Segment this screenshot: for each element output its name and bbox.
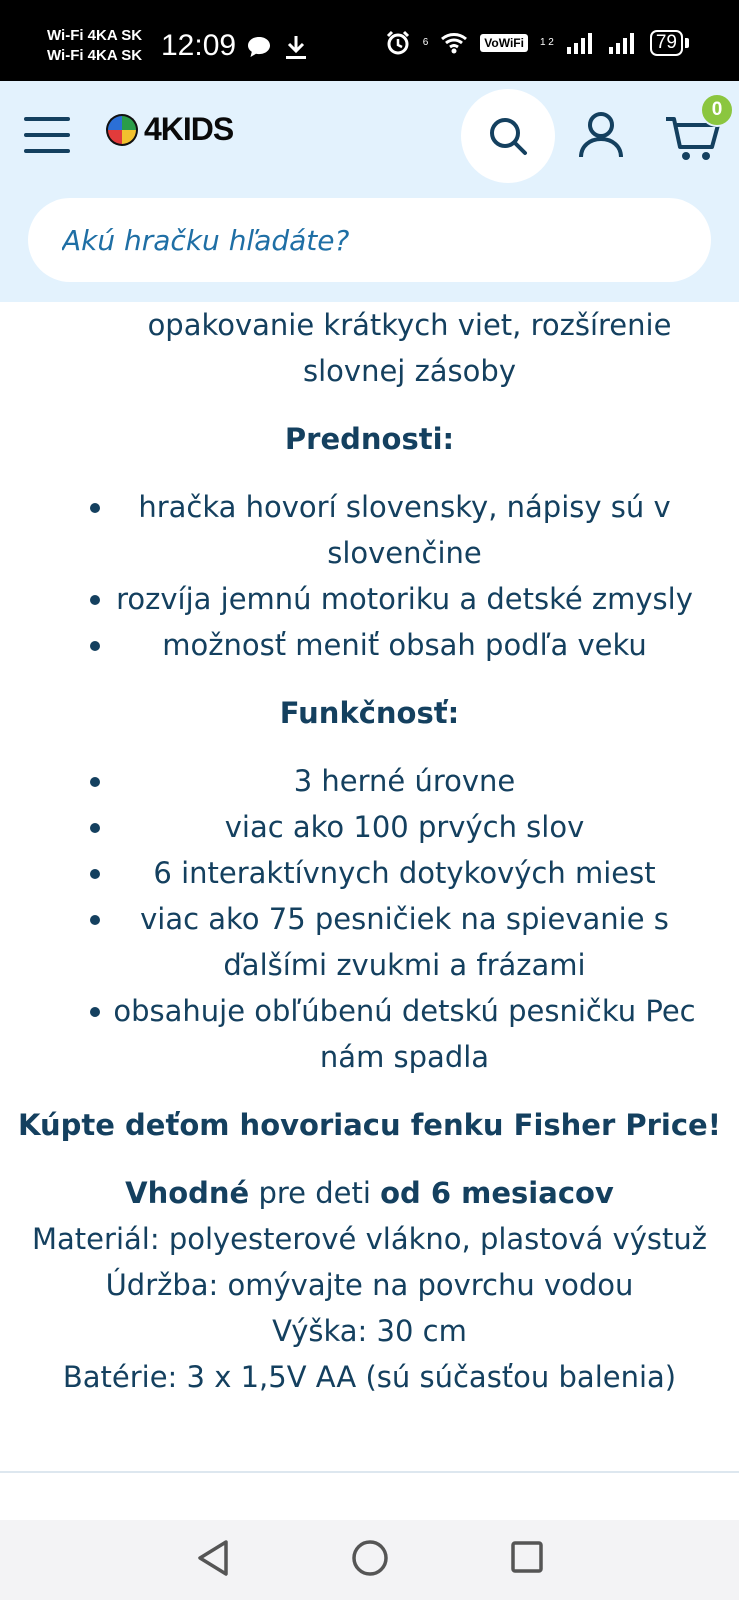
advantages-title: Prednosti: xyxy=(284,422,455,456)
product-description xyxy=(0,262,739,1400)
suitable-mid: pre deti xyxy=(249,1176,381,1210)
divider xyxy=(0,1471,739,1473)
alarm-icon xyxy=(385,30,411,56)
menu-icon[interactable] xyxy=(24,117,70,155)
spec-batteries: Batérie: 3 x 1,5V AA (sú súčasťou balenia) xyxy=(62,1360,677,1394)
logo-text: 4KIDS xyxy=(144,111,234,147)
status-bar xyxy=(0,0,739,81)
network-line-1: Wi-Fi 4KA SK xyxy=(47,27,143,44)
advantages-list xyxy=(0,484,739,668)
intro-text: opakovanie krátkych viet, rozšírenie slovnej zásoby xyxy=(147,308,672,388)
search-button[interactable] xyxy=(461,89,555,183)
list-item: viac ako 100 prvých slov xyxy=(0,804,739,850)
network-names xyxy=(47,26,142,66)
vowifi-badge: VoWiFi xyxy=(480,34,528,52)
logo[interactable] xyxy=(104,111,233,148)
network-line-2: Wi-Fi 4KA SK xyxy=(47,47,143,64)
search-bar[interactable] xyxy=(28,198,711,282)
clock: 12:09 xyxy=(161,29,237,62)
system-icons xyxy=(385,30,689,56)
signal-icon xyxy=(566,31,596,55)
site-header xyxy=(0,81,739,302)
battery-tip xyxy=(685,38,689,48)
search-input[interactable] xyxy=(62,224,682,257)
spec-care: Údržba: omývajte na povrchu vodou xyxy=(105,1268,634,1302)
features-title: Funkčnosť: xyxy=(279,696,460,730)
download-icon xyxy=(284,34,308,60)
spec-height: Výška: 30 cm xyxy=(272,1314,467,1348)
list-item: 3 herné úrovne xyxy=(0,758,739,804)
list-item: hračka hovorí slovensky, nápisy sú v slovenčine xyxy=(0,484,739,576)
list-item: rozvíja jemnú motoriku a detské zmysly xyxy=(0,576,739,622)
back-icon[interactable] xyxy=(196,1538,230,1578)
system-navigation-bar xyxy=(0,1520,739,1600)
battery-level: 79 xyxy=(650,30,683,56)
notification-icons xyxy=(246,34,308,60)
call-to-action: Kúpte deťom hovoriacu fenku Fisher Price! xyxy=(18,1108,721,1142)
account-icon[interactable] xyxy=(578,111,624,159)
spec-material: Materiál: polyesterové vlákno, plastová výstuž xyxy=(32,1222,707,1256)
wifi-icon xyxy=(440,31,468,55)
suitable-age-value: od 6 mesiacov xyxy=(380,1176,614,1210)
suitable-label: Vhodné xyxy=(125,1176,250,1210)
cart-count-badge: 0 xyxy=(700,93,734,127)
chat-icon xyxy=(246,35,272,59)
vowifi-sim-label: 1 2 xyxy=(539,37,554,48)
list-item: viac ako 75 pesničiek na spievanie s ďalšími zvukmi a frázami xyxy=(0,896,739,988)
features-list xyxy=(0,758,739,1080)
search-icon xyxy=(488,116,528,156)
list-item: obsahuje obľúbenú detskú pesničku Pec nám spadla xyxy=(0,988,739,1080)
battery-icon xyxy=(650,30,689,56)
list-item: možnosť meniť obsah podľa veku xyxy=(0,622,739,668)
wifi-six-label: 6 xyxy=(422,37,429,48)
logo-ball-icon xyxy=(104,112,140,148)
list-item: 6 interaktívnych dotykových miest xyxy=(0,850,739,896)
recent-apps-icon[interactable] xyxy=(510,1540,544,1574)
product-specs xyxy=(0,1170,739,1400)
home-icon[interactable] xyxy=(350,1538,390,1578)
signal-icon xyxy=(608,31,638,55)
suitable-age xyxy=(0,1170,739,1216)
